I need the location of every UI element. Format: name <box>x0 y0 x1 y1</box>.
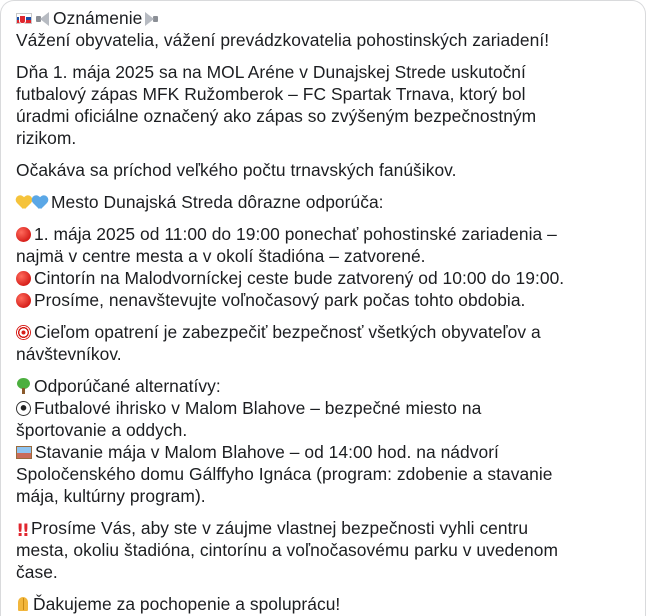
expectation-paragraph <box>16 159 639 181</box>
plea-paragraph <box>16 517 639 583</box>
recommend-heading-line <box>16 191 639 213</box>
list-item <box>16 289 639 311</box>
thanks-line <box>16 593 639 615</box>
announcement-title: Oznámenie <box>53 8 143 28</box>
red-circle-icon <box>16 293 31 308</box>
alternatives-heading-line <box>16 375 639 397</box>
plea-line <box>16 517 639 539</box>
blue-heart-icon <box>32 195 48 210</box>
plea-text: Prosíme Vás, aby ste v záujme vlastnej bezpečnosti vyhli centru <box>31 518 529 538</box>
title-line <box>16 7 639 29</box>
list-item-continuation: mája, kultúrny program). <box>16 486 206 506</box>
intro-line: úradmi oficiálne označený ako zápas so zvýšeným bezpečnostným <box>16 106 537 126</box>
recommend-heading: Mesto Dunajská Streda dôrazne odporúča: <box>51 192 384 212</box>
list-item-text: Cintorín na Malodvorníckej ceste bude zatvorený od 10:00 do 19:00. <box>34 268 565 288</box>
thanks-paragraph <box>16 593 639 615</box>
slovakia-flag-icon <box>16 13 32 24</box>
red-circle-icon <box>16 271 31 286</box>
alternatives-paragraph <box>16 375 639 507</box>
folded-hands-icon <box>16 596 30 612</box>
loudspeaker-icon <box>35 12 50 26</box>
red-circle-icon <box>16 227 31 242</box>
expectation-text: Očakáva sa príchod veľkého počtu trnavských fanúšikov. <box>16 160 457 180</box>
plea-line: mesta, okoliu štadióna, cintorínu a voľnočasovému parku v uvedenom <box>16 540 558 560</box>
tree-icon <box>16 378 31 394</box>
goal-line <box>16 321 639 343</box>
list-item <box>16 223 639 245</box>
list-item <box>16 397 639 419</box>
soccer-ball-icon <box>16 401 31 416</box>
announcement-header <box>16 7 639 51</box>
list-item <box>16 267 639 289</box>
goal-text: Cieľom opatrení je zabezpečiť bezpečnosť všetkých obyvateľov a <box>34 322 541 342</box>
intro-line: futbalový zápas MFK Ružomberok – FC Spartak Trnava, ktorý bol <box>16 84 526 104</box>
list-item <box>16 441 639 463</box>
double-exclamation-icon: !! <box>16 521 28 541</box>
framed-picture-icon <box>16 446 32 459</box>
recommend-heading-paragraph <box>16 191 639 213</box>
list-item-continuation: Spoločenského domu Gálffyho Ignáca (program: zdobenie a stavanie <box>16 464 553 484</box>
list-item-continuation: športovanie a oddych. <box>16 420 188 440</box>
recommendations-list <box>16 223 639 311</box>
list-item-text: Prosíme, nenavštevujte voľnočasový park počas tohto obdobia. <box>34 290 526 310</box>
list-item-continuation: najmä v centre mesta a v okolí štadióna – zatvorené. <box>16 246 426 266</box>
goal-line: návštevníkov. <box>16 344 122 364</box>
list-item-text: Futbalové ihrisko v Malom Blahove – bezpečné miesto na <box>34 398 482 418</box>
plea-line: čase. <box>16 562 58 582</box>
direct-hit-target-icon <box>16 325 31 340</box>
yellow-heart-icon <box>16 195 32 210</box>
post-body <box>16 7 639 615</box>
intro-line: rizikom. <box>16 128 77 148</box>
thanks-text: Ďakujeme za pochopenie a spoluprácu! <box>33 594 341 614</box>
list-item-text: 1. mája 2025 od 11:00 do 19:00 ponechať pohostinské zariadenia – <box>34 224 557 244</box>
alternatives-heading: Odporúčané alternatívy: <box>34 376 221 396</box>
loudspeaker-icon <box>144 12 159 26</box>
intro-paragraph <box>16 61 639 149</box>
greeting: Vážení obyvatelia, vážení prevádzkovatelia pohostinských zariadení! <box>16 30 550 50</box>
intro-line: Dňa 1. mája 2025 sa na MOL Aréne v Dunajskej Strede uskutoční <box>16 62 526 82</box>
goal-paragraph <box>16 321 639 365</box>
list-item-text: Stavanie mája v Malom Blahove – od 14:00 hod. na nádvorí <box>35 442 499 462</box>
